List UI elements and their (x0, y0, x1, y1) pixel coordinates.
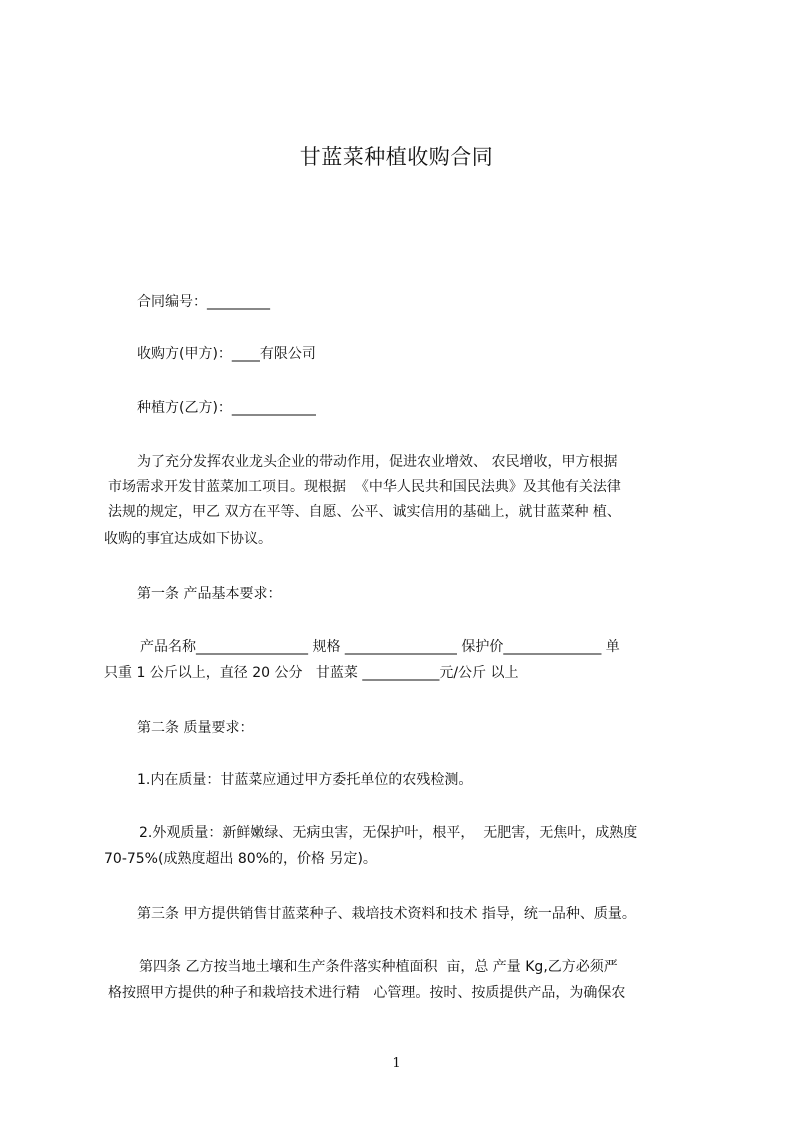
document-title: 甘蓝菜种植收购合同 (299, 145, 494, 169)
intro-line-3: 法规的规定，甲乙 双方在平等、自愿、公平、诚实信用的基础上，就甘蓝菜种 植、 (108, 504, 621, 520)
article-4-line-2: 格按照甲方提供的种子和栽培技术进行精 心管理。按时、按质提供产品，为确保农 (108, 985, 626, 1001)
intro-line-1: 为了充分发挥农业龙头企业的带动作用，促进农业增效、 农民增收，甲方根据 (137, 454, 618, 470)
intro-line-2: 市场需求开发甘蓝菜加工项目。现根据 《中华人民共和国民法典》及其他有关法律 (108, 479, 621, 495)
article-1-line-2: 只重 1 公斤以上，直径 20 公分 甘蓝菜 ___________元/公斤 以上 (104, 665, 519, 681)
party-a: 收购方(甲方)：____有限公司 (137, 346, 316, 362)
article-1-line-1: 产品名称________________ 规格 ________________ 保护价______________ 单 (140, 639, 620, 655)
party-b: 种植方(乙方)：____________ (137, 400, 316, 416)
article-2-item-1: 1.内在质量：甘蓝菜应通过甲方委托单位的农残检测。 (137, 772, 473, 788)
article-1-heading: 第一条 产品基本要求： (137, 586, 282, 602)
article-2-item-2-line-1: 2.外观质量：新鲜嫩绿、无病虫害，无保护叶，根平， 无肥害，无焦叶，成熟度 (139, 825, 638, 841)
intro-line-4: 收购的事宜达成如下协议。 (104, 531, 272, 547)
article-2-item-2-line-2: 70-75%(成熟度超出 80%的，价格 另定)。 (104, 851, 377, 867)
article-2-heading: 第二条 质量要求： (137, 720, 254, 736)
contract-number: 合同编号：_________ (137, 294, 270, 310)
page-number: 1 (392, 1056, 401, 1071)
article-4-line-1: 第四条 乙方按当地土壤和生产条件落实种植面积 亩，总 产量 Kg,乙方必须严 (139, 959, 618, 975)
article-3: 第三条 甲方提供销售甘蓝菜种子、栽培技术资料和技术 指导，统一品种、质量。 (137, 906, 636, 922)
